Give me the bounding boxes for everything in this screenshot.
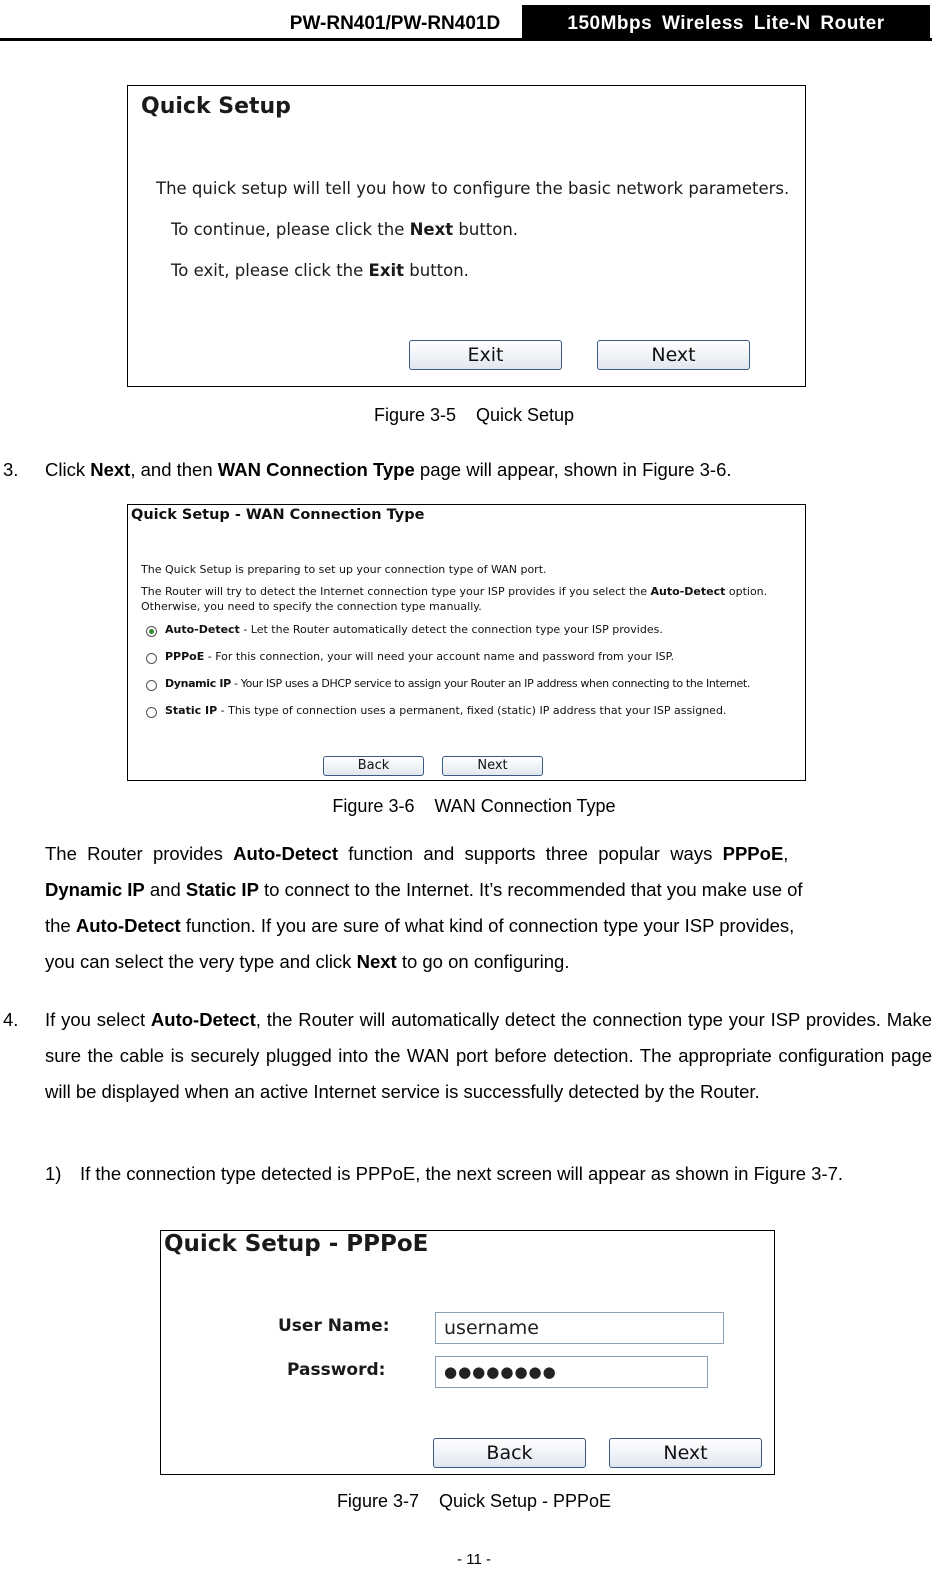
username-input[interactable]: username: [435, 1312, 724, 1344]
step-3-t1: Click: [45, 459, 91, 480]
page-number: - 11 -: [457, 1551, 491, 1568]
radio-auto-detect[interactable]: [146, 626, 157, 637]
para-l1-b2: PPPoE: [722, 843, 784, 864]
option-dynamic-ip-label: Dynamic IP: [165, 677, 231, 690]
header-model: PW-RN401/PW-RN401D: [289, 13, 501, 34]
figure-3-6-caption: Figure 3-6 WAN Connection Type: [332, 796, 616, 816]
step-4-b1: Auto-Detect: [150, 1009, 256, 1030]
para-l2-b2: Static IP: [185, 879, 259, 900]
para-line-4: [45, 944, 932, 980]
next-button[interactable]: Next: [442, 756, 543, 776]
para-l1-t2: function and supports three popular ways: [338, 843, 723, 864]
para-line-3: [45, 908, 932, 944]
step-4-text: [45, 1002, 932, 1110]
radio-pppoe[interactable]: [146, 653, 157, 664]
back-button[interactable]: Back: [323, 756, 424, 776]
figure-3-5-caption: Figure 3-5 Quick Setup: [373, 405, 575, 425]
next-button[interactable]: Next: [597, 340, 750, 370]
exit-text-end: button.: [404, 261, 469, 280]
wan-type-intro: The Quick Setup is preparing to set up your connection type of WAN port.: [141, 563, 547, 576]
para-line-2: [45, 872, 932, 908]
auto-detect-paragraph: [45, 836, 932, 980]
password-input[interactable]: ●●●●●●●●: [435, 1356, 708, 1388]
wan-type-title: Quick Setup - WAN Connection Type: [131, 507, 425, 523]
para-l2-b1: Dynamic IP: [45, 879, 145, 900]
back-button[interactable]: Back: [433, 1438, 586, 1468]
para-l1-t3: ,: [783, 843, 789, 864]
sub-1-text: If the connection type detected is PPPoE, the next screen will appear as shown in Figure 3-7.: [80, 1163, 844, 1184]
detect-text: The Router will try to detect the Internet connection type your ISP provides if you select the: [141, 585, 651, 598]
wan-type-detect-line: [141, 585, 767, 598]
detect-bold: Auto-Detect: [650, 585, 726, 598]
figure-wan-connection-type: [127, 504, 806, 781]
sub-1-number: 1): [45, 1163, 62, 1184]
radio-static-ip[interactable]: [146, 707, 157, 718]
quick-setup-title: Quick Setup: [141, 94, 291, 119]
para-l4-t2: to go on configuring.: [396, 951, 570, 972]
password-label: Password:: [287, 1360, 386, 1380]
option-pppoe: [165, 650, 674, 663]
quick-setup-exit-line: [171, 261, 469, 280]
wan-type-otherwise: Otherwise, you need to specify the connection type manually.: [141, 600, 482, 613]
option-dynamic-ip-desc: - Your ISP uses a DHCP service to assign your Router an IP address when connecting to the Internet.: [230, 677, 751, 690]
option-static-ip: [165, 704, 726, 717]
para-l1-b1: Auto-Detect: [233, 843, 339, 864]
para-line-1: [45, 836, 932, 872]
option-static-ip-label: Static IP: [165, 704, 218, 717]
continue-bold: Next: [409, 220, 454, 239]
step-3-t2: , and then: [130, 459, 218, 480]
para-l3-t1: the: [45, 915, 76, 936]
header-title: 150Mbps Wireless Lite-N Router: [522, 5, 930, 40]
step-4-number: 4.: [3, 1009, 19, 1030]
step-3-b1: Next: [90, 459, 131, 480]
option-pppoe-desc: - For this connection, your will need your account name and password from your ISP.: [204, 650, 675, 663]
radio-dynamic-ip[interactable]: [146, 680, 157, 691]
step-3-t3: page will appear, shown in Figure 3-6.: [414, 459, 732, 480]
figure-quick-setup: [127, 85, 806, 387]
step-4-t2: , the Router will automatically detect the connection type your ISP provides. Make sure the cable is securely plugged into the WAN port before detection. The appropriate configuration page will be displayed when an active Internet service is successfully detected by the Router.: [45, 1009, 932, 1102]
option-static-ip-desc: - This type of connection uses a permanent, fixed (static) IP address that your ISP assigned.: [217, 704, 727, 717]
option-auto-detect: [165, 623, 663, 636]
para-l4-t1: you can select the very type and click: [45, 951, 357, 972]
header-rule: [0, 38, 932, 41]
option-pppoe-label: PPPoE: [165, 650, 205, 663]
para-l4-b1: Next: [356, 951, 397, 972]
figure-quick-setup-pppoe: [160, 1230, 775, 1475]
exit-text: To exit, please click the: [171, 261, 369, 280]
username-label: User Name:: [278, 1316, 390, 1336]
step-3-text: [45, 452, 932, 488]
continue-text: To continue, please click the: [171, 220, 410, 239]
para-l3-b1: Auto-Detect: [75, 915, 181, 936]
step-4-t1: If you select: [45, 1009, 151, 1030]
quick-setup-intro: The quick setup will tell you how to configure the basic network parameters.: [156, 179, 790, 198]
figure-3-7-caption: Figure 3-7 Quick Setup - PPPoE: [336, 1491, 612, 1511]
pppoe-title: Quick Setup - PPPoE: [164, 1231, 429, 1257]
para-l3-t2: function. If you are sure of what kind of connection type your ISP provides,: [180, 915, 795, 936]
step-3-b2: WAN Connection Type: [217, 459, 415, 480]
next-button[interactable]: Next: [609, 1438, 762, 1468]
continue-text-end: button.: [453, 220, 519, 239]
para-l1-t1: The Router provides: [45, 843, 234, 864]
option-auto-detect-desc: - Let the Router automatically detect the connection type your ISP provides.: [239, 623, 663, 636]
quick-setup-continue-line: [171, 220, 518, 239]
option-auto-detect-label: Auto-Detect: [165, 623, 240, 636]
para-l2-t1: and: [144, 879, 186, 900]
step-3-number: 3.: [3, 459, 19, 480]
exit-button[interactable]: Exit: [409, 340, 562, 370]
option-dynamic-ip: [165, 677, 750, 690]
detect-text-end: option.: [725, 585, 768, 598]
exit-bold: Exit: [368, 261, 405, 280]
para-l2-t2: to connect to the Internet. It’s recommended that you make use of: [258, 879, 803, 900]
